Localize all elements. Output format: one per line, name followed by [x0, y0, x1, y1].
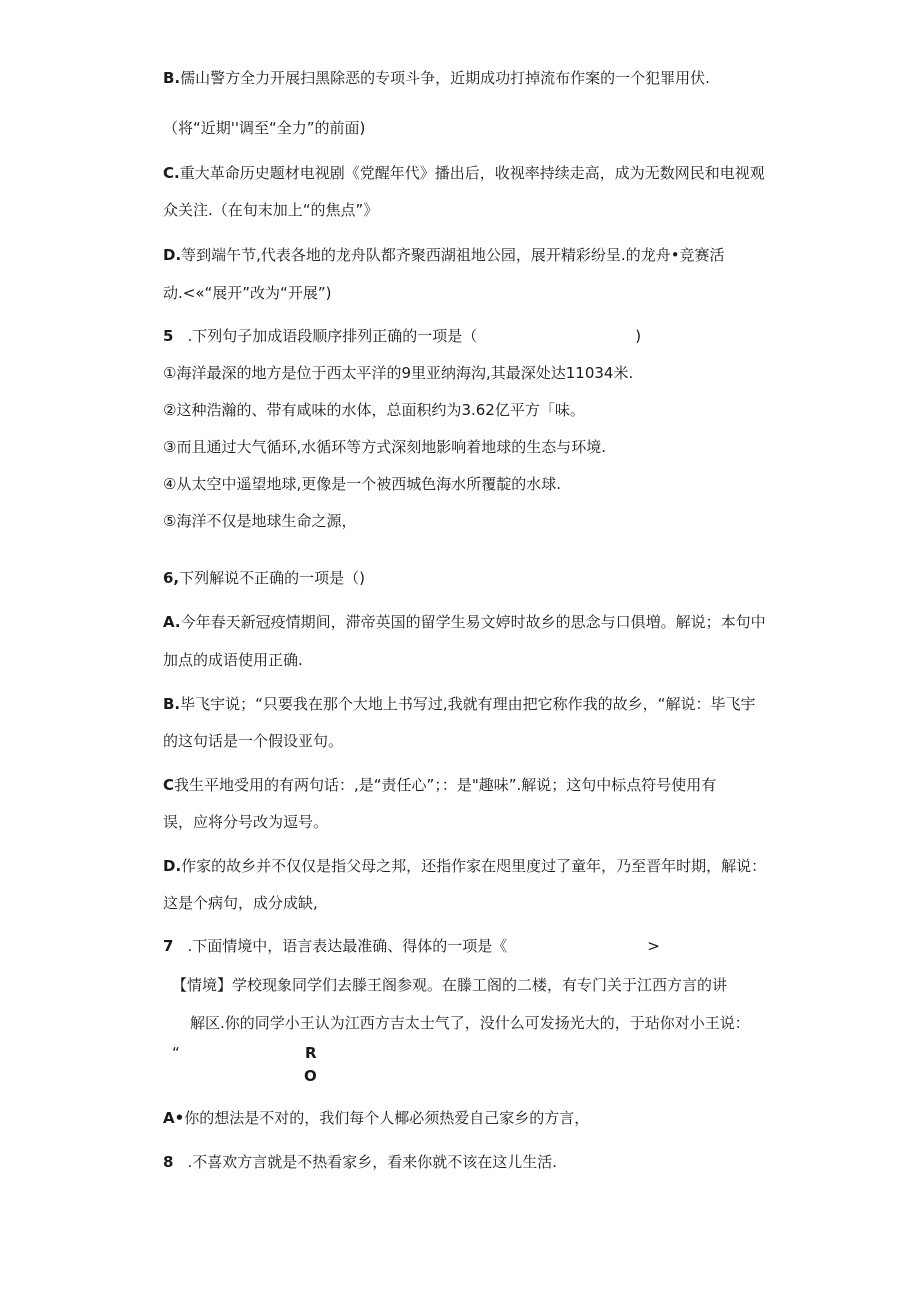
context-line-2 [190, 1013, 750, 1033]
option-d-line-1 [163, 856, 766, 876]
sentence-4 [163, 474, 561, 494]
question-7-stem [163, 936, 660, 956]
context-line-1 [172, 975, 727, 995]
context-text: 【情境】学校现象同学们去滕王阁参观。在滕工阁的二楼，有专门关于江西方言的讲 [172, 976, 728, 994]
option-c-line-2 [163, 812, 328, 832]
option-text: 等到端午节,代表各地的龙舟队都齐聚西湖祖地公园，展开精彩纷呈.的龙舟•竞赛活 [181, 246, 725, 264]
option-label: D. [163, 857, 182, 875]
option-b-line-1 [163, 68, 710, 88]
option-text: 你的想法是不对的，我们每个人椰必须热爱自己家乡的方言， [184, 1109, 590, 1127]
question-text: .下列句子加成语段顺序排列正确的一项是（ [187, 327, 478, 345]
option-text: 我生平地受用的有两句话：,是“责任心”；：是"趣味”.解说；这句中标点符号使用有 [174, 776, 717, 794]
question-6-stem [163, 568, 365, 588]
sentence-text: ⑤海洋不仅是地球生命之源， [163, 512, 357, 530]
option-text: 儒山警方全力开展扫黑除恶的专项斗争，近期成功打掉流布作案的一个犯罪用伏. [180, 69, 710, 87]
sentence-3 [163, 437, 606, 457]
question-text: .下面情境中，语言表达最准确、得体的一项是《 [187, 937, 508, 955]
option-d-line-1 [163, 245, 725, 265]
option-text: 今年春天新冠疫情期间，滞帝英国的留学生易文婷时故乡的思念与口俱増。解说；本句中 [180, 613, 766, 631]
option-a-line [163, 1108, 589, 1128]
option-text: 加点的成语使用正确. [163, 651, 303, 669]
question-number: 6, [163, 569, 180, 587]
question-5-stem [163, 326, 641, 346]
option-text: 重大革命历史题材电视剧《党醒年代》播出后，收视率持续走高，成为无数网民和电视观 [179, 164, 765, 182]
question-text: 下列解说不正确的一项是（) [179, 569, 365, 587]
option-c-line-1 [163, 163, 765, 183]
sentence-1 [163, 363, 633, 383]
note-text: （将“近期''调至“全力”的前面) [163, 119, 366, 137]
option-text: 这是个病句，成分成缺, [163, 894, 318, 912]
quote-text: “ [172, 1044, 180, 1062]
option-text: 误，应将分号改为逗号。 [163, 813, 329, 831]
option-a-line-2 [163, 650, 303, 670]
option-c-line-2 [163, 200, 378, 220]
answer-bracket-close: > [647, 937, 660, 955]
option-text: 毕飞宇说；“只要我在那个大地上书写过,我就有理由把它称作我的故乡，“解说：毕飞宇 [180, 695, 756, 713]
question-number: 7 [163, 937, 174, 955]
option-c-line-1 [163, 775, 716, 795]
sentence-2 [163, 400, 585, 420]
option-label: D. [163, 246, 182, 264]
option-text: 动.<«“展开”改为“开展”) [163, 284, 332, 302]
option-b-line-2 [163, 731, 343, 751]
option-label: A. [163, 613, 181, 631]
option-a-line-1 [163, 612, 766, 632]
sentence-text: ④从太空中遥望地球,更像是一个被西城色海水所覆靛的水球. [163, 475, 561, 493]
option-d-line-2 [163, 893, 318, 913]
sentence-text: ①海洋最深的地方是位于西太平洋的9里亚纳海沟,其最深处达11034米. [163, 364, 634, 382]
stray-letter-r [305, 1043, 317, 1063]
sentence-text: ②这种浩瀚的、带有咸味的水体，总面积约为3.62亿平方「味。 [163, 401, 585, 419]
option-label: B. [163, 69, 181, 87]
option-d-line-2 [163, 283, 331, 303]
option-8-line [163, 1152, 557, 1172]
question-number: 8 [163, 1153, 174, 1171]
option-label: B. [163, 695, 181, 713]
option-label: A• [163, 1109, 185, 1127]
answer-bracket-close: ) [635, 327, 642, 345]
option-text: 的这句话是一个假设亚句。 [163, 732, 344, 750]
question-number: 5 [163, 327, 174, 345]
option-label: C. [163, 164, 180, 182]
option-label: C [163, 776, 175, 794]
option-text: 众关注.（在旬末加上“的焦点”》 [163, 201, 379, 219]
sentence-text: ③而且通过大气循环,水循环等方式深刻地影响着地球的生态与环境. [163, 438, 606, 456]
option-b-line-1 [163, 694, 755, 714]
quote-open-mark [172, 1043, 180, 1063]
sentence-5 [163, 511, 356, 531]
letter-text: O [304, 1067, 317, 1085]
context-text: 解区.你的同学小王认为江西方吉太士气了，没什么可发扬光大的，于玷你对小王说： [190, 1014, 750, 1032]
option-text: 作家的故乡并不仅仅是指父母之邦，还指作家在咫里度过了童年，乃至晋年时期，解说： [181, 857, 767, 875]
letter-text: R [305, 1044, 317, 1062]
stray-letter-o [304, 1066, 317, 1086]
option-text: .不喜欢方言就是不热看家乡，看来你就不该在这儿生活. [187, 1153, 557, 1171]
option-b-note [163, 118, 365, 138]
